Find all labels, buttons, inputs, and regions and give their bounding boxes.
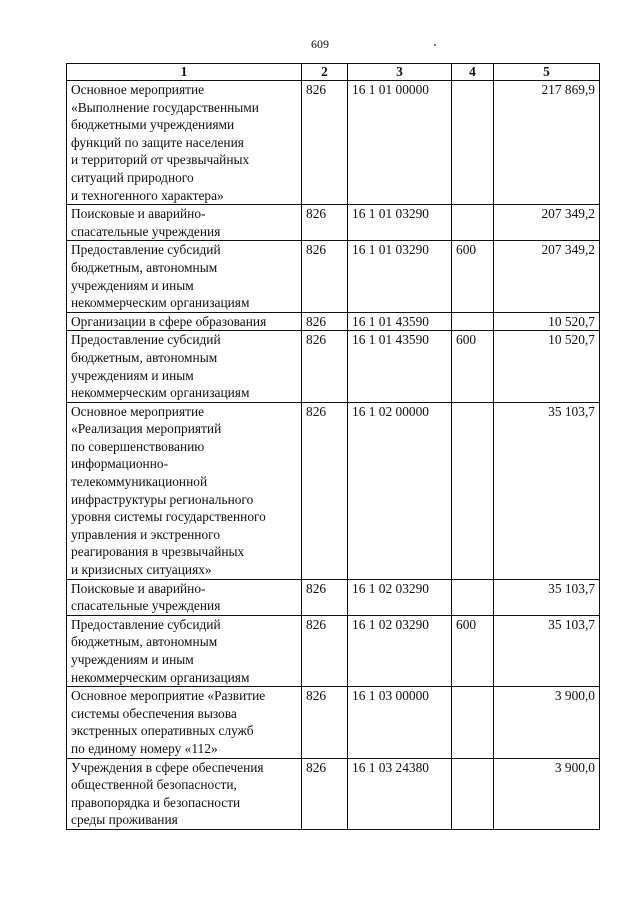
page-number: 609 bbox=[311, 37, 329, 51]
row-name-cell: Предоставление субсидий бюджетным, автономным учреждениям и иным некоммерческим организациям bbox=[67, 615, 302, 686]
row-vr-cell bbox=[452, 402, 494, 579]
row-csr-cell: 16 1 03 24380 bbox=[348, 758, 452, 829]
row-amount-cell: 35 103,7 bbox=[494, 579, 600, 615]
table-row bbox=[67, 81, 600, 205]
table-row bbox=[67, 241, 600, 312]
header-col-1: 1 bbox=[67, 64, 302, 81]
row-code-cell: 826 bbox=[302, 687, 348, 758]
row-vr-cell bbox=[452, 758, 494, 829]
table-row bbox=[67, 402, 600, 579]
row-name-cell: Предоставление субсидий бюджетным, автономным учреждениям и иным некоммерческим организациям bbox=[67, 331, 302, 402]
row-csr-cell: 16 1 01 00000 bbox=[348, 81, 452, 205]
row-csr-cell: 16 1 02 03290 bbox=[348, 579, 452, 615]
row-amount-cell: 3 900,0 bbox=[494, 758, 600, 829]
row-csr-cell: 16 1 01 03290 bbox=[348, 205, 452, 241]
table-body bbox=[67, 81, 600, 830]
row-amount-cell: 217 869,9 bbox=[494, 81, 600, 205]
header-col-3: 3 bbox=[348, 64, 452, 81]
row-vr-cell: 600 bbox=[452, 331, 494, 402]
row-code-cell: 826 bbox=[302, 402, 348, 579]
row-name-cell: Основное мероприятие «Реализация мероприятий по совершенствованию информационно- телекоммуникационной инфраструктуры регионального уровня системы государственного управления и экстренного реагирования в чрезвычайных и кризисных ситуациях» bbox=[67, 402, 302, 579]
table-header-row bbox=[67, 64, 600, 81]
header-col-5: 5 bbox=[494, 64, 600, 81]
row-name-cell: Основное мероприятие «Развитие системы обеспечения вызова экстренных оперативных служб по единому номеру «112» bbox=[67, 687, 302, 758]
header-col-4: 4 bbox=[452, 64, 494, 81]
table-row bbox=[67, 205, 600, 241]
row-name-cell: Предоставление субсидий бюджетным, автономным учреждениям и иным некоммерческим организациям bbox=[67, 241, 302, 312]
row-csr-cell: 16 1 01 43590 bbox=[348, 312, 452, 331]
row-code-cell: 826 bbox=[302, 615, 348, 686]
row-name-cell: Учреждения в сфере обеспечения общественной безопасности, правопорядка и безопасности среды проживания bbox=[67, 758, 302, 829]
table-row bbox=[67, 615, 600, 686]
table-row bbox=[67, 579, 600, 615]
row-amount-cell: 207 349,2 bbox=[494, 205, 600, 241]
row-vr-cell bbox=[452, 579, 494, 615]
row-csr-cell: 16 1 02 03290 bbox=[348, 615, 452, 686]
row-code-cell: 826 bbox=[302, 331, 348, 402]
row-vr-cell bbox=[452, 687, 494, 758]
row-vr-cell: 600 bbox=[452, 241, 494, 312]
header-col-2: 2 bbox=[302, 64, 348, 81]
row-name-cell: Поисковые и аварийно- спасательные учреждения bbox=[67, 579, 302, 615]
table-row bbox=[67, 687, 600, 758]
row-name-cell: Поисковые и аварийно- спасательные учреждения bbox=[67, 205, 302, 241]
row-amount-cell: 10 520,7 bbox=[494, 331, 600, 402]
row-amount-cell: 10 520,7 bbox=[494, 312, 600, 331]
budget-table bbox=[66, 63, 600, 830]
row-csr-cell: 16 1 02 00000 bbox=[348, 402, 452, 579]
row-amount-cell: 3 900,0 bbox=[494, 687, 600, 758]
row-amount-cell: 35 103,7 bbox=[494, 615, 600, 686]
row-code-cell: 826 bbox=[302, 758, 348, 829]
table-row bbox=[67, 758, 600, 829]
row-amount-cell: 35 103,7 bbox=[494, 402, 600, 579]
row-name-cell: Организации в сфере образования bbox=[67, 312, 302, 331]
row-vr-cell bbox=[452, 205, 494, 241]
row-csr-cell: 16 1 03 00000 bbox=[348, 687, 452, 758]
row-vr-cell bbox=[452, 312, 494, 331]
row-code-cell: 826 bbox=[302, 579, 348, 615]
row-name-cell: Основное мероприятие «Выполнение государственными бюджетными учреждениями функций по защите населения и территорий от чрезвычайных ситуаций природного и техногенного характера» bbox=[67, 81, 302, 205]
row-code-cell: 826 bbox=[302, 312, 348, 331]
row-vr-cell: 600 bbox=[452, 615, 494, 686]
row-csr-cell: 16 1 01 43590 bbox=[348, 331, 452, 402]
scan-speck bbox=[434, 44, 436, 46]
table-row bbox=[67, 312, 600, 331]
row-code-cell: 826 bbox=[302, 205, 348, 241]
row-amount-cell: 207 349,2 bbox=[494, 241, 600, 312]
table-row bbox=[67, 331, 600, 402]
row-csr-cell: 16 1 01 03290 bbox=[348, 241, 452, 312]
row-vr-cell bbox=[452, 81, 494, 205]
row-code-cell: 826 bbox=[302, 81, 348, 205]
row-code-cell: 826 bbox=[302, 241, 348, 312]
